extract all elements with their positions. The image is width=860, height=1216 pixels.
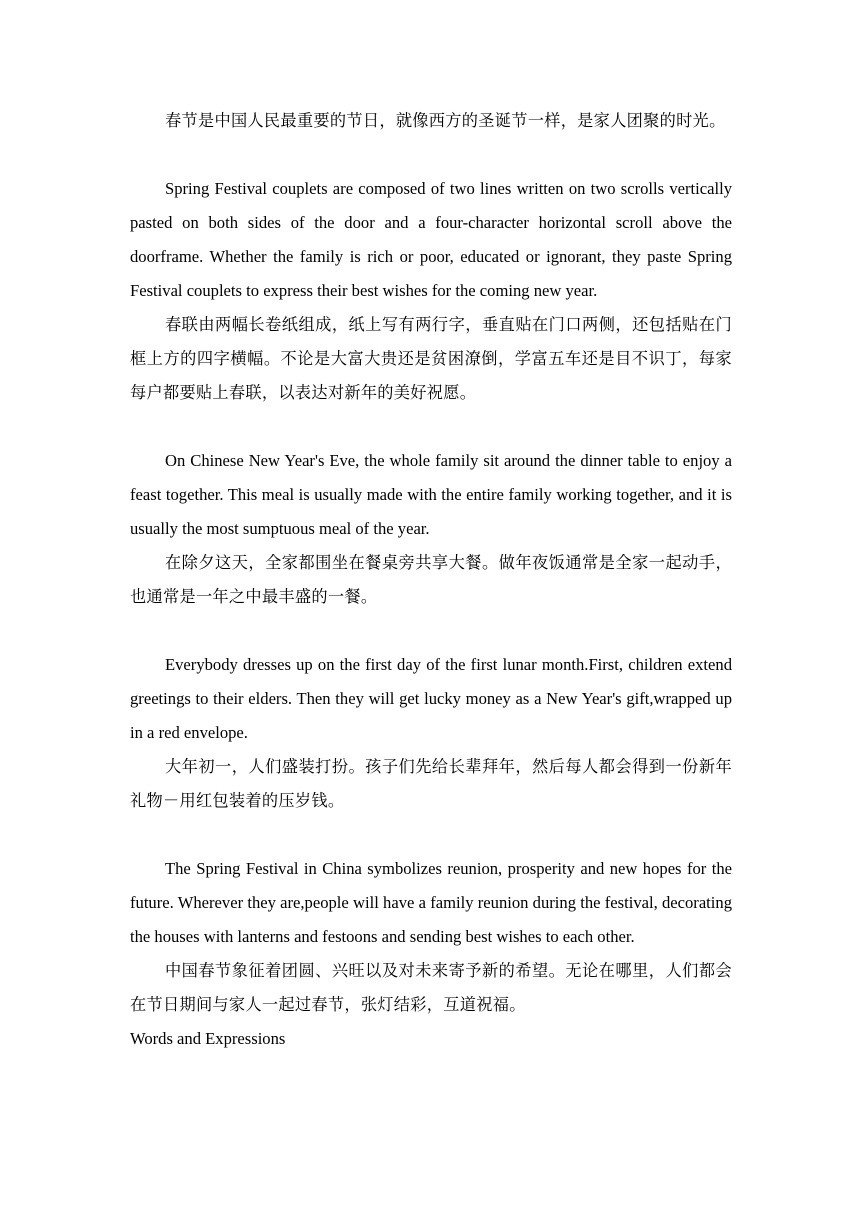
paragraph-en-symbolism: The Spring Festival in China symbolizes reunion, prosperity and new hopes for the future. Wherever they are,people will have a family reunion during the festival, decorating the houses with lanterns and festoons and sending best wishes to each other.	[130, 859, 732, 946]
paragraph-spacer	[130, 818, 732, 852]
paragraph-zh-intro: 春节是中国人民最重要的节日，就像西方的圣诞节一样，是家人团聚的时光。	[165, 111, 726, 130]
paragraph-spacer	[130, 138, 732, 172]
paragraph-zh-couplets: 春联由两幅长卷纸组成，纸上写有两行字，垂直贴在门口两侧，还包括贴在门框上方的四字横幅。不论是大富大贵还是贫困潦倒，学富五车还是目不识丁，每家每户都要贴上春联，以表达对新年的美好祝愿。	[130, 315, 732, 402]
paragraph-zh-eve: 在除夕这天，全家都围坐在餐桌旁共享大餐。做年夜饭通常是全家一起动手，也通常是一年之中最丰盛的一餐。	[130, 553, 732, 606]
paragraph-zh-first-day: 大年初一，人们盛装打扮。孩子们先给长辈拜年，然后每人都会得到一份新年礼物－用红包装着的压岁钱。	[130, 757, 732, 810]
paragraph-en-couplets: Spring Festival couplets are composed of two lines written on two scrolls vertically pasted on both sides of the door and a four-character horizontal scroll above the doorframe. Whether the family is rich or poor, educated or ignorant, they paste Spring Festival couplets to express their best wishes for the coming new year.	[130, 179, 732, 300]
paragraph-spacer	[130, 410, 732, 444]
paragraph-zh-symbolism: 中国春节象征着团圆、兴旺以及对未来寄予新的希望。无论在哪里，人们都会在节日期间与家人一起过春节，张灯结彩，互道祝福。	[130, 961, 732, 1014]
paragraph-en-first-day: Everybody dresses up on the first day of the first lunar month.First, children extend greetings to their elders. Then they will get lucky money as a New Year's gift,wrapped up in a red envelope.	[130, 655, 732, 742]
paragraph-en-eve: On Chinese New Year's Eve, the whole family sit around the dinner table to enjoy a feast together. This meal is usually made with the entire family working together, and it is usually the most sumptuous meal of the year.	[130, 451, 732, 538]
paragraph-spacer	[130, 614, 732, 648]
document-body	[130, 104, 732, 1056]
section-heading: Words and Expressions	[130, 1029, 286, 1048]
